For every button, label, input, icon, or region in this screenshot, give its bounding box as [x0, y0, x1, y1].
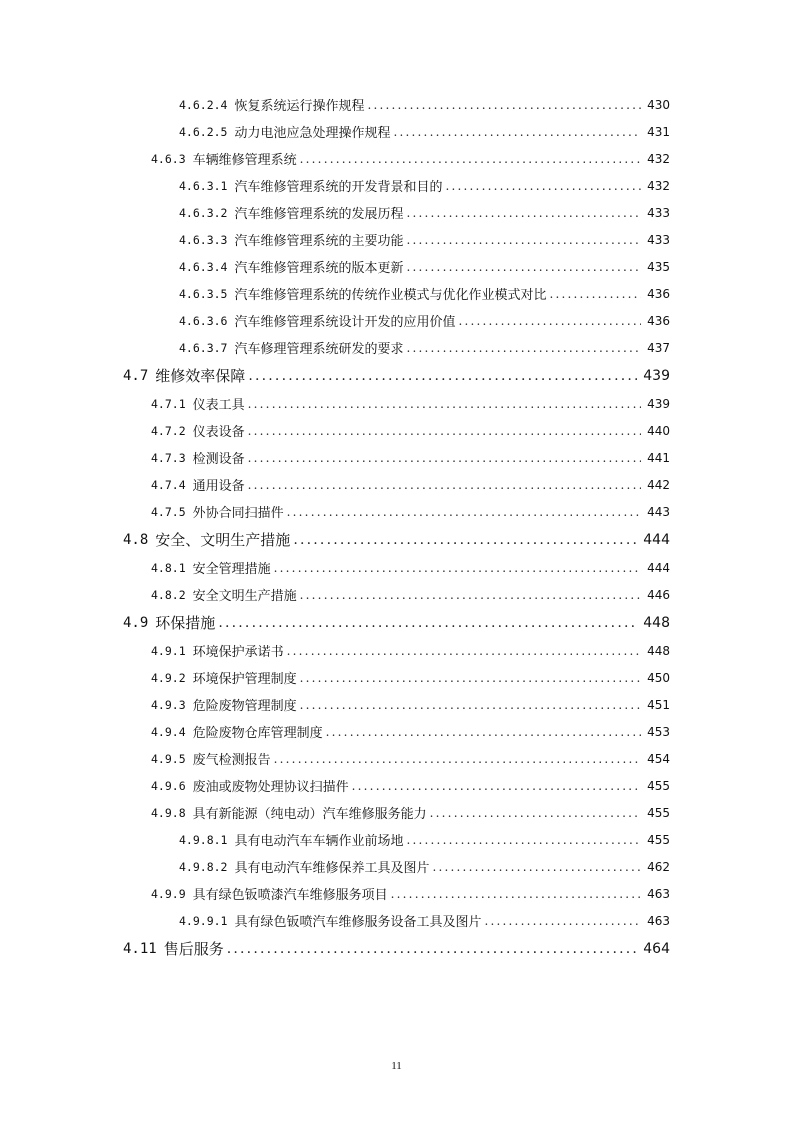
toc-entry-title: 汽车维修管理系统的主要功能 [234, 234, 404, 249]
toc-entry-number: 4.8.2 [151, 587, 186, 602]
toc-entry-page: 448 [647, 643, 670, 658]
toc-entry-number: 4.9.9 [151, 886, 186, 901]
toc-entry-number: 4.9.8.2 [179, 859, 228, 874]
dot-leader [352, 779, 641, 793]
toc-entry-page: 442 [647, 477, 670, 492]
toc-entry-number: 4.9.9.1 [179, 913, 228, 928]
dot-leader [458, 314, 641, 328]
toc-entry-title: 汽车维修管理系统设计开发的应用价值 [234, 315, 456, 330]
toc-entry[interactable] [0, 334, 793, 361]
dot-leader [287, 505, 641, 519]
toc-entry-page: 464 [643, 940, 670, 957]
page-number: 11 [391, 1060, 402, 1072]
toc-entry-page: 444 [647, 560, 670, 575]
dot-leader [287, 644, 641, 658]
toc-entry-title: 环境保护管理制度 [192, 672, 297, 687]
toc-entry[interactable] [0, 718, 793, 745]
toc-entry-page: 463 [647, 886, 670, 901]
toc-entry-page: 436 [647, 286, 670, 301]
toc-entry-title: 具有新能源（纯电动）汽车维修服务能力 [192, 807, 427, 822]
toc-entry-title: 检测设备 [192, 452, 245, 467]
dot-leader [300, 698, 641, 712]
dot-leader [248, 424, 641, 438]
toc-entry-title: 具有电动汽车车辆作业前场地 [234, 834, 404, 849]
toc-entry-number: 4.9.3 [151, 697, 186, 712]
toc-entry-title: 汽车修理管理系统研发的要求 [234, 342, 404, 357]
toc-entry[interactable] [0, 826, 793, 853]
toc-entry-title: 汽车维修管理系统的发展历程 [234, 207, 404, 222]
toc-entry-page: 453 [647, 724, 670, 739]
toc-entry-number: 4.9.8 [151, 805, 186, 820]
toc-entry-number: 4.6.3.3 [179, 232, 228, 247]
toc-entry-title: 具有绿色钣喷汽车维修服务设备工具及图片 [234, 915, 482, 930]
dot-leader [406, 206, 641, 220]
toc-entry-number: 4.11 [123, 940, 157, 957]
toc-entry[interactable] [0, 307, 793, 334]
toc-entry-number: 4.6.2.4 [179, 97, 228, 112]
toc-entry[interactable] [0, 91, 793, 118]
toc-entry[interactable] [0, 525, 793, 554]
toc-entry-page: 450 [647, 670, 670, 685]
toc-entry-title: 具有电动汽车维修保养工具及图片 [234, 861, 430, 876]
toc-entry[interactable] [0, 745, 793, 772]
toc-entry[interactable] [0, 664, 793, 691]
dot-leader [300, 152, 641, 166]
toc-entry-number: 4.6.3.6 [179, 313, 228, 328]
toc-entry[interactable] [0, 361, 793, 390]
dot-leader [445, 179, 641, 193]
dot-leader [430, 806, 641, 820]
dot-leader [406, 833, 641, 847]
toc-entry-title: 安全管理措施 [192, 562, 271, 577]
toc-entry-number: 4.6.3.5 [179, 286, 228, 301]
toc-entry[interactable] [0, 172, 793, 199]
toc-entry-title: 汽车维修管理系统的版本更新 [234, 261, 404, 276]
toc-entry-title: 汽车维修管理系统的开发背景和目的 [234, 180, 443, 195]
toc-entry-number: 4.6.3 [151, 151, 186, 166]
toc-entry-title: 通用设备 [192, 479, 245, 494]
dot-leader [300, 588, 641, 602]
toc-entry-number: 4.7.2 [151, 423, 186, 438]
toc-entry-page: 444 [643, 531, 670, 548]
dot-leader [391, 887, 641, 901]
toc-entry-number: 4.6.3.1 [179, 178, 228, 193]
dot-leader [227, 941, 638, 957]
toc-entry-title: 废油或废物处理协议扫描件 [192, 780, 349, 795]
toc-entry-page: 441 [647, 450, 670, 465]
dot-leader [248, 368, 637, 384]
dot-leader [406, 233, 641, 247]
toc-entry-page: 440 [647, 423, 670, 438]
toc-entry[interactable] [0, 637, 793, 664]
toc-entry-title: 危险废物管理制度 [192, 699, 297, 714]
toc-entry[interactable] [0, 199, 793, 226]
toc-entry-title: 外协合同扫描件 [192, 506, 284, 521]
dot-leader [484, 914, 641, 928]
toc-entry-number: 4.9.8.1 [179, 832, 228, 847]
toc-entry-page: 455 [647, 805, 670, 820]
toc-entry-page: 439 [643, 367, 670, 384]
toc-entry[interactable] [0, 608, 793, 637]
toc-entry-number: 4.7.5 [151, 504, 186, 519]
toc-entry-page: 454 [647, 751, 670, 766]
toc-entry-title: 环保措施 [155, 614, 216, 632]
toc-entry-title: 维修效率保障 [155, 367, 246, 385]
dot-leader [248, 397, 641, 411]
toc-entry-page: 439 [647, 396, 670, 411]
toc-entry-number: 4.6.3.2 [179, 205, 228, 220]
dot-leader [248, 451, 641, 465]
dot-leader [293, 532, 637, 548]
toc-entry[interactable] [0, 907, 793, 934]
toc-entry[interactable] [0, 253, 793, 280]
toc-entry[interactable] [0, 145, 793, 172]
toc-entry-number: 4.6.2.5 [179, 124, 228, 139]
toc-entry[interactable] [0, 691, 793, 718]
toc-entry[interactable] [0, 118, 793, 145]
toc-entry-number: 4.9.1 [151, 643, 186, 658]
dot-leader [300, 671, 641, 685]
dot-leader [274, 752, 641, 766]
toc-entry-number: 4.9 [123, 614, 149, 631]
toc-entry-page: 455 [647, 832, 670, 847]
toc-entry-page: 432 [647, 178, 670, 193]
dot-leader [248, 478, 641, 492]
toc-entry-page: 455 [647, 778, 670, 793]
toc-entry-title: 环境保护承诺书 [192, 645, 284, 660]
toc-entry-number: 4.9.2 [151, 670, 186, 685]
toc-entry-number: 4.8 [123, 531, 149, 548]
toc-entry[interactable] [0, 471, 793, 498]
toc-entry-page: 433 [647, 205, 670, 220]
dot-leader [406, 341, 641, 355]
toc-entry-number: 4.7.3 [151, 450, 186, 465]
toc-entry-page: 430 [647, 97, 670, 112]
toc-entry[interactable] [0, 880, 793, 907]
toc-entry[interactable] [0, 417, 793, 444]
toc-entry[interactable] [0, 390, 793, 417]
toc-entry-title: 车辆维修管理系统 [192, 153, 297, 168]
toc-entry-title: 仪表工具 [192, 398, 245, 413]
toc-entry[interactable] [0, 498, 793, 525]
table-of-contents [0, 91, 793, 963]
toc-entry[interactable] [0, 226, 793, 253]
toc-entry[interactable] [0, 581, 793, 608]
toc-entry[interactable] [0, 853, 793, 880]
toc-entry-number: 4.7 [123, 367, 149, 384]
toc-entry-page: 446 [647, 587, 670, 602]
toc-entry[interactable] [0, 799, 793, 826]
toc-entry-title: 恢复系统运行操作规程 [234, 99, 365, 114]
toc-entry-number: 4.6.3.7 [179, 340, 228, 355]
toc-entry-page: 433 [647, 232, 670, 247]
toc-entry-title: 动力电池应急处理操作规程 [234, 126, 391, 141]
toc-entry-page: 432 [647, 151, 670, 166]
toc-entry-page: 443 [647, 504, 670, 519]
toc-entry-page: 437 [647, 340, 670, 355]
toc-entry[interactable] [0, 280, 793, 307]
dot-leader [218, 615, 637, 631]
toc-entry-number: 4.8.1 [151, 560, 186, 575]
toc-entry-title: 废气检测报告 [192, 753, 271, 768]
toc-entry-number: 4.9.4 [151, 724, 186, 739]
toc-entry[interactable] [0, 934, 793, 963]
dot-leader [393, 125, 641, 139]
dot-leader [549, 287, 641, 301]
toc-entry[interactable] [0, 772, 793, 799]
toc-entry-number: 4.7.1 [151, 396, 186, 411]
dot-leader [326, 725, 641, 739]
toc-entry-number: 4.7.4 [151, 477, 186, 492]
toc-entry-page: 451 [647, 697, 670, 712]
toc-entry-number: 4.6.3.4 [179, 259, 228, 274]
toc-entry-page: 463 [647, 913, 670, 928]
toc-entry-title: 危险废物仓库管理制度 [192, 726, 323, 741]
toc-entry-title: 安全文明生产措施 [192, 589, 297, 604]
toc-entry-page: 436 [647, 313, 670, 328]
dot-leader [432, 860, 641, 874]
dot-leader [367, 98, 641, 112]
toc-entry-page: 448 [643, 614, 670, 631]
toc-entry-number: 4.9.5 [151, 751, 186, 766]
dot-leader [406, 260, 641, 274]
toc-entry[interactable] [0, 444, 793, 471]
dot-leader [274, 561, 641, 575]
toc-entry-title: 汽车维修管理系统的传统作业模式与优化作业模式对比 [234, 288, 547, 303]
toc-entry-title: 具有绿色钣喷漆汽车维修服务项目 [192, 888, 388, 903]
toc-entry-number: 4.9.6 [151, 778, 186, 793]
toc-entry-title: 售后服务 [163, 940, 224, 958]
toc-entry-page: 431 [647, 124, 670, 139]
toc-entry-page: 462 [647, 859, 670, 874]
toc-entry-page: 435 [647, 259, 670, 274]
toc-entry-title: 仪表设备 [192, 425, 245, 440]
toc-entry[interactable] [0, 554, 793, 581]
toc-entry-title: 安全、文明生产措施 [155, 531, 291, 549]
